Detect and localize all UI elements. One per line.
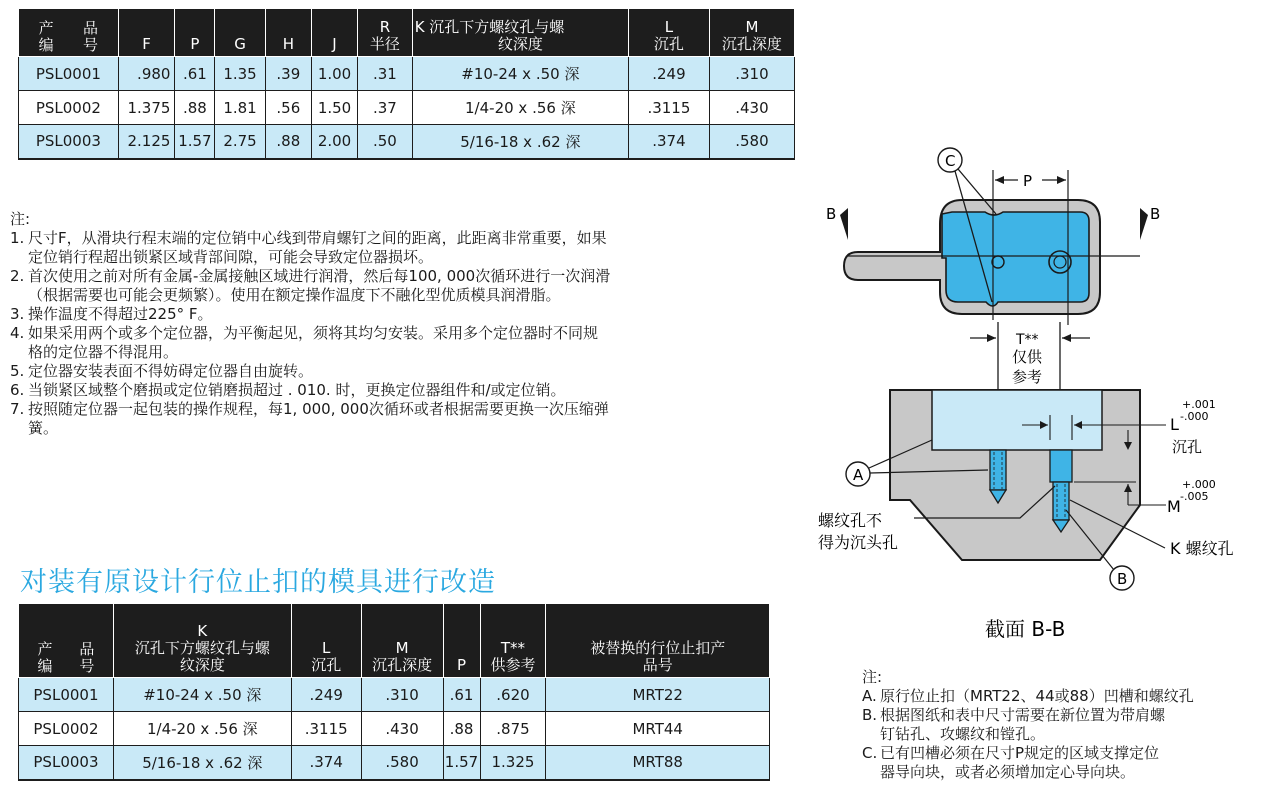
- header-K: K 沉孔下方螺纹孔与螺 纹深度: [113, 604, 291, 678]
- section-caption: 截面 B-B: [985, 617, 1066, 641]
- cell-G: 2.75: [215, 125, 265, 159]
- label-L: L: [1170, 415, 1179, 434]
- note-item: C. 已有凹槽必须在尺寸P规定的区域支撑定位 器导向块，或者必须增加定心导向块。: [862, 744, 1160, 781]
- label-B-right: B: [1150, 205, 1161, 223]
- label-T-ref2: 参考: [1012, 368, 1043, 386]
- header-P: P: [443, 604, 480, 678]
- cell-P: .61: [175, 57, 215, 91]
- cell-H: .39: [265, 57, 311, 91]
- cell-K: 5/16-18 x .62 深: [412, 125, 628, 159]
- cell-T: .875: [480, 712, 546, 746]
- label-M-tol-dn: -.005: [1180, 490, 1209, 503]
- label-note-line2: 得为沉头孔: [818, 533, 899, 552]
- cell-L: .249: [629, 57, 710, 91]
- section-diagram: [805, 140, 1262, 650]
- header-product-number: 产 品 编 号: [19, 604, 114, 678]
- note-item: 6. 当锁紧区域整个磨损或定位销磨损超过 . 010. 时，更换定位器组件和/或定位销。: [10, 381, 566, 399]
- cell-P: .61: [443, 678, 480, 712]
- section-arrow-left: [840, 208, 848, 240]
- label-C: C: [945, 152, 956, 170]
- notes-secondary: [862, 668, 1257, 782]
- cell-M: .310: [361, 678, 443, 712]
- cell-J: 1.50: [311, 91, 357, 125]
- table-row: [19, 125, 795, 159]
- cell-pn: PSL0001: [19, 57, 119, 91]
- cell-P: .88: [175, 91, 215, 125]
- cell-pn: PSL0003: [19, 125, 119, 159]
- note-item: A. 原行位止扣（MRT22、44或88）凹槽和螺纹孔: [862, 687, 1194, 705]
- hole-small: [992, 256, 1004, 268]
- cell-R: .31: [358, 57, 413, 91]
- header-product-number: 产 品 编 号: [19, 9, 119, 57]
- note-item: 7. 按照随定位器一起包装的操作规程，每1, 000, 000次循环或者根据需要更换一次压缩弹 簧。: [10, 400, 609, 437]
- cell-R: .50: [358, 125, 413, 159]
- table-row: [19, 678, 770, 712]
- header-J: J: [311, 9, 357, 57]
- cell-K: 1/4-20 x .56 深: [412, 91, 628, 125]
- header-H: H: [265, 9, 311, 57]
- cell-T: .620: [480, 678, 546, 712]
- cell-M: .580: [709, 125, 794, 159]
- label-A: A: [853, 466, 864, 484]
- cell-F: .980: [118, 57, 175, 91]
- cell-J: 1.00: [311, 57, 357, 91]
- cell-MRT: MRT44: [546, 712, 770, 746]
- section-block: [932, 390, 1102, 450]
- cell-K: 5/16-18 x .62 深: [113, 746, 291, 780]
- label-L-tol-up: +.001: [1182, 398, 1216, 411]
- note-item: 2. 首次使用之前对所有金属-金属接触区域进行润滑，然后每100, 000次循环进行一次润滑 （根据需要也可能会更频繁）。使用在额定操作温度下不融化型优质模具润滑脂。: [10, 267, 611, 304]
- cell-L: .374: [291, 746, 361, 780]
- spec-table-2: [18, 603, 770, 781]
- label-M-tol-up: +.000: [1182, 478, 1216, 491]
- header-P: P: [175, 9, 215, 57]
- header-G: G: [215, 9, 265, 57]
- label-B-callout: B: [1117, 570, 1128, 588]
- notes-title: 注:: [862, 668, 883, 686]
- cell-P: 1.57: [443, 746, 480, 780]
- label-B-left: B: [826, 205, 837, 223]
- note-item: 5. 定位器安装表面不得妨碍定位器自由旋转。: [10, 362, 314, 380]
- cell-M: .430: [361, 712, 443, 746]
- cell-H: .88: [265, 125, 311, 159]
- cell-F: 2.125: [118, 125, 175, 159]
- cell-L: .374: [629, 125, 710, 159]
- counterbore-right: [1050, 450, 1072, 482]
- cell-pn: PSL0002: [19, 91, 119, 125]
- cell-G: 1.35: [215, 57, 265, 91]
- header-M: M 沉孔深度: [361, 604, 443, 678]
- note-item: B. 根据图纸和表中尺寸需要在新位置为带肩螺 钉钻孔、攻螺纹和镗孔。: [862, 706, 1166, 743]
- cell-M: .580: [361, 746, 443, 780]
- table-header-row: [19, 604, 770, 678]
- table-header-row: [19, 9, 795, 57]
- cell-M: .310: [709, 57, 794, 91]
- cell-K: #10-24 x .50 深: [412, 57, 628, 91]
- notes-title: 注:: [10, 210, 31, 228]
- spec-table-1: [18, 8, 795, 160]
- cell-L: .3115: [629, 91, 710, 125]
- cell-K: 1/4-20 x .56 深: [113, 712, 291, 746]
- header-T: T** 供参考: [480, 604, 546, 678]
- table-row: [19, 746, 770, 780]
- note-item: 4. 如果采用两个或多个定位器，为平衡起见，须将其均匀安装。采用多个定位器时不同规 格的定位器不得混用。: [10, 324, 599, 361]
- cell-P: .88: [443, 712, 480, 746]
- thread-hole-right: [1053, 482, 1069, 520]
- cell-F: 1.375: [118, 91, 175, 125]
- cell-H: .56: [265, 91, 311, 125]
- cell-pn: PSL0001: [19, 678, 114, 712]
- table-row: [19, 712, 770, 746]
- table-row: [19, 91, 795, 125]
- note-item: 1. 尺寸F，从滑块行程末端的定位销中心线到带肩螺钉之间的距离，此距离非常重要，如果 定位销行程超出锁紧区域背部间隙，可能会导致定位器损坏。: [10, 229, 607, 266]
- note-item: 3. 操作温度不得超过225° F。: [10, 305, 213, 323]
- header-K: K 沉孔下方螺纹孔与螺 纹深度: [412, 9, 628, 57]
- header-M: M 沉孔深度: [709, 9, 794, 57]
- section-title: 对装有原设计行位止扣的模具进行改造: [20, 567, 496, 598]
- header-R: R 半径: [358, 9, 413, 57]
- section-arrow-right: [1140, 208, 1148, 240]
- header-L: L 沉孔: [629, 9, 710, 57]
- cell-K: #10-24 x .50 深: [113, 678, 291, 712]
- notes-main: [10, 210, 800, 438]
- cell-P: 1.57: [175, 125, 215, 159]
- label-L-tol-dn: -.000: [1180, 410, 1209, 423]
- cell-J: 2.00: [311, 125, 357, 159]
- label-note-line1: 螺纹孔不: [818, 511, 883, 530]
- cell-MRT: MRT88: [546, 746, 770, 780]
- label-M: M: [1167, 497, 1181, 516]
- label-P: P: [1023, 172, 1033, 190]
- cell-MRT: MRT22: [546, 678, 770, 712]
- label-T: T**: [1016, 332, 1039, 348]
- header-MRT: 被替换的行位止扣产 品号: [546, 604, 770, 678]
- cell-M: .430: [709, 91, 794, 125]
- label-K-thread: K 螺纹孔: [1170, 539, 1234, 558]
- cell-L: .249: [291, 678, 361, 712]
- cell-R: .37: [358, 91, 413, 125]
- header-L: L 沉孔: [291, 604, 361, 678]
- cell-pn: PSL0002: [19, 712, 114, 746]
- cell-L: .3115: [291, 712, 361, 746]
- cell-pn: PSL0003: [19, 746, 114, 780]
- label-T-ref1: 仅供: [1012, 348, 1043, 366]
- table-row: [19, 57, 795, 91]
- cell-G: 1.81: [215, 91, 265, 125]
- label-L-cn: 沉孔: [1172, 438, 1203, 456]
- header-F: F: [118, 9, 175, 57]
- thread-hole-left: [990, 450, 1006, 490]
- cell-T: 1.325: [480, 746, 546, 780]
